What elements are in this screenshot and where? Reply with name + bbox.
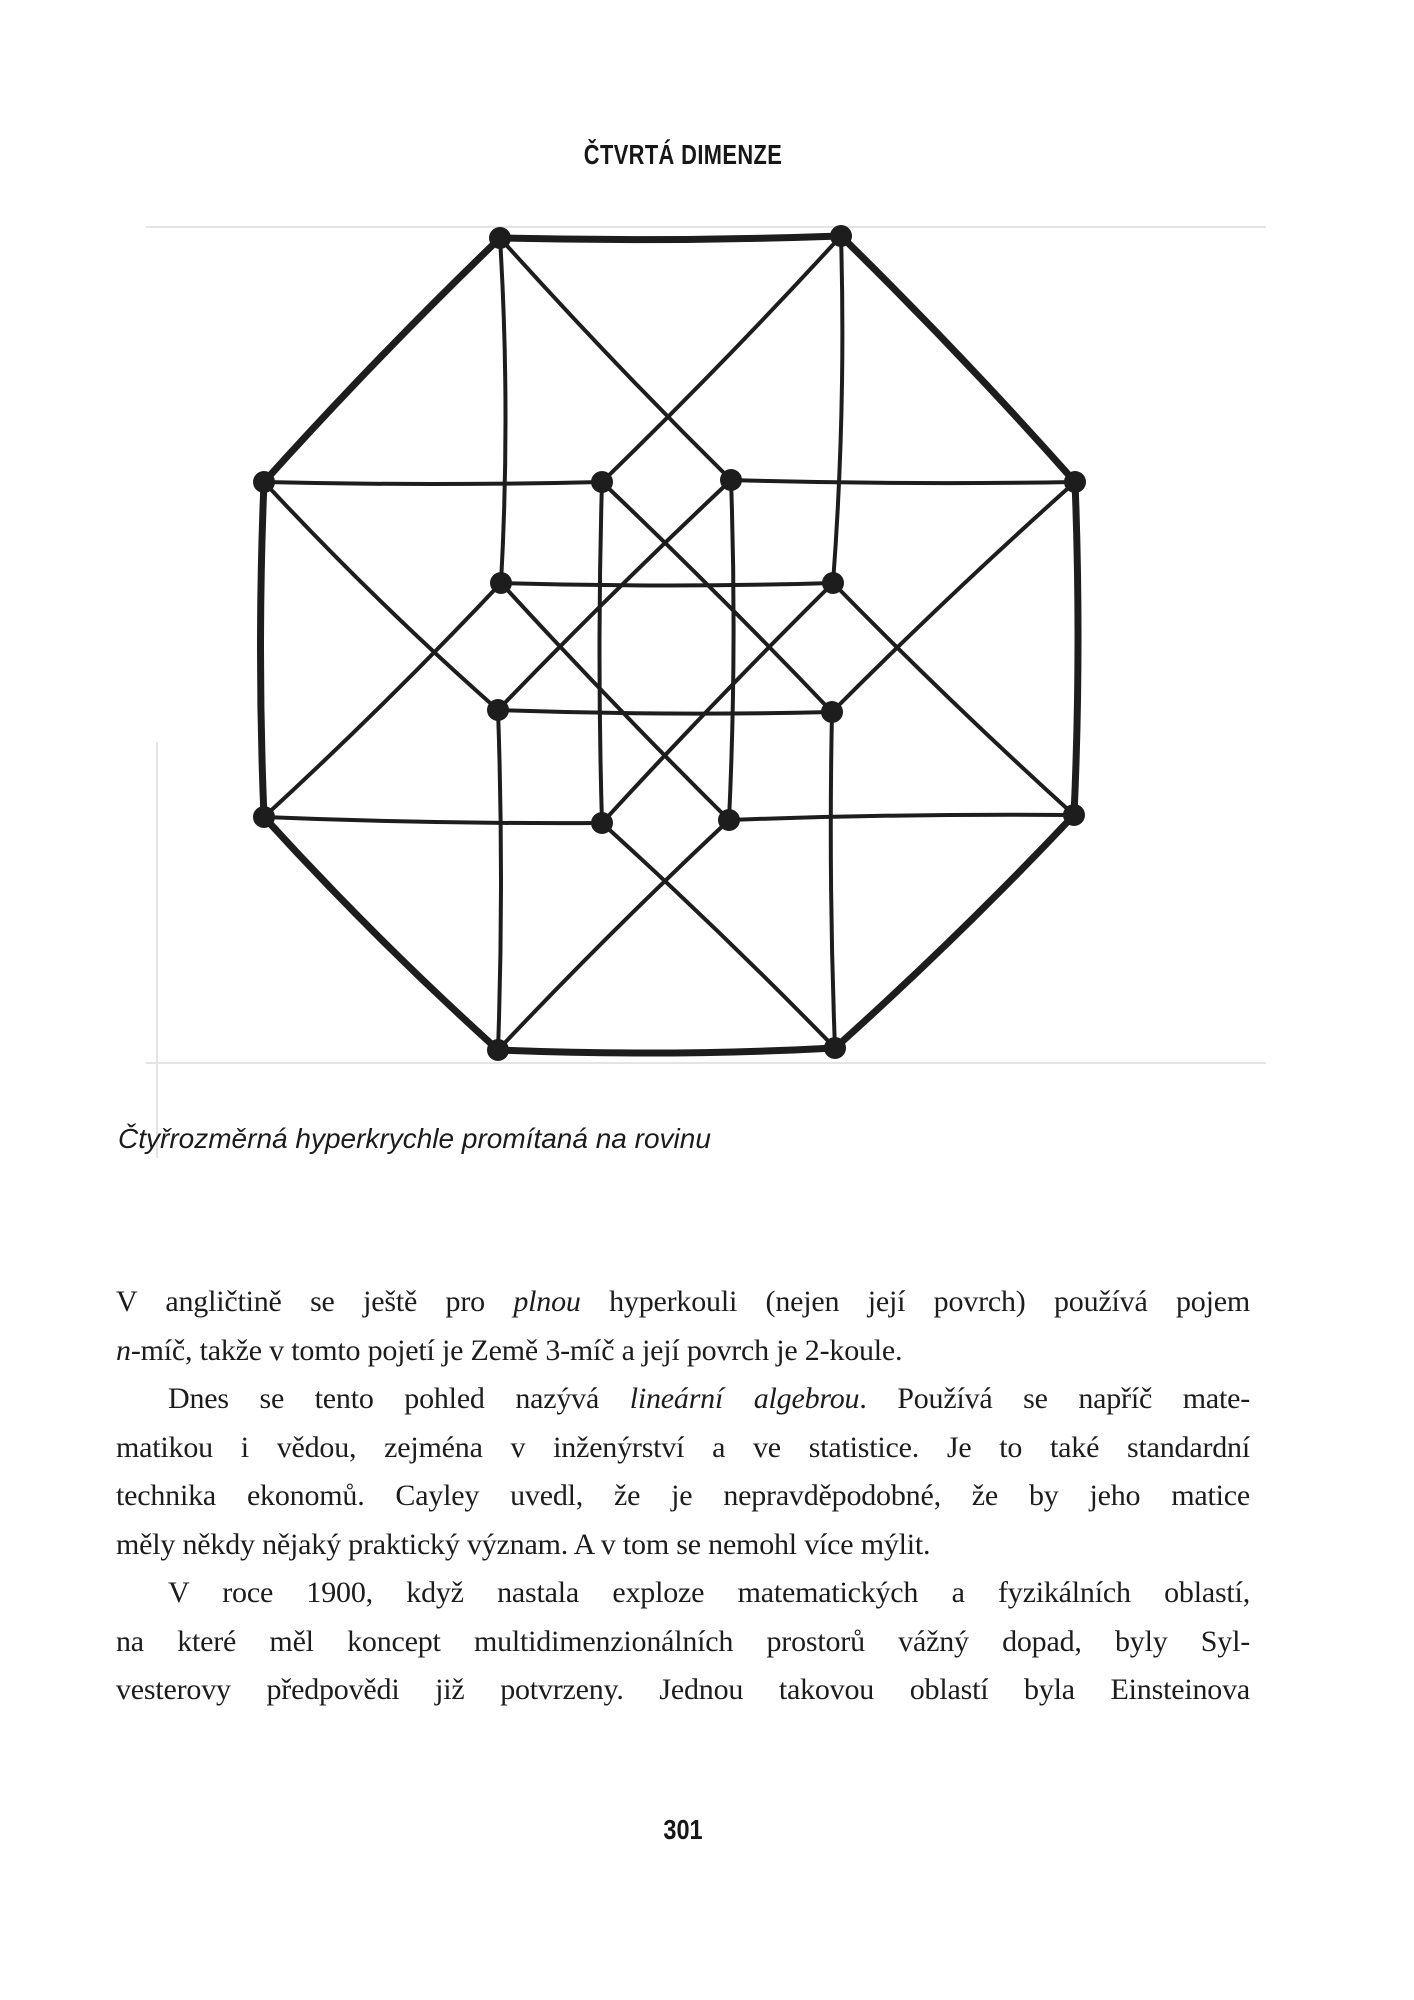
- graph-node: [821, 701, 843, 723]
- body-segment: matikou i vědou, zejména v inženýrství a ve statistice. Je to také standardní: [116, 1430, 1250, 1464]
- body-line: [116, 1618, 1250, 1667]
- body-line: [116, 1569, 1250, 1618]
- graph-edge: [500, 238, 506, 583]
- graph-node: [253, 806, 275, 828]
- graph-edge: [264, 817, 602, 823]
- body-segment: Dnes se tento pohled nazývá: [168, 1382, 630, 1415]
- graph-node: [487, 1039, 509, 1061]
- body-segment: . Používá se napříč mate-: [859, 1382, 1250, 1415]
- graph-edge: [498, 820, 729, 1050]
- graph-edge: [501, 583, 833, 586]
- graph-edge: [602, 482, 832, 712]
- graph-edge: [602, 236, 841, 482]
- graph-node: [718, 809, 740, 831]
- graph-node: [830, 225, 852, 247]
- graph-edge: [729, 815, 1074, 820]
- graph-edge: [835, 815, 1074, 1048]
- body-segment: na které měl koncept multidimenzionálních prostorů vážný dopad, byly Syl-: [116, 1624, 1250, 1658]
- graph-edge: [1074, 482, 1078, 815]
- graph-edge: [602, 583, 833, 823]
- body-line: [116, 1521, 1250, 1570]
- graph-edge: [264, 817, 498, 1050]
- graph-edge: [729, 480, 734, 820]
- body-emphasis: n: [116, 1333, 131, 1367]
- body-segment: hyperkouli (nejen její povrch) používá pojem: [580, 1285, 1250, 1318]
- graph-node: [1064, 471, 1086, 493]
- body-line: [116, 1278, 1250, 1327]
- graph-edge: [264, 482, 602, 484]
- graph-edge: [264, 583, 501, 817]
- graph-node: [591, 471, 613, 493]
- body-segment: technika ekonomů. Cayley uvedl, že je nepravděpodobné, že by jeho matice: [116, 1479, 1250, 1512]
- figure-caption: Čtyřrozměrná hyperkrychle promítaná na rovinu: [118, 1123, 711, 1154]
- body-emphasis: plnou: [513, 1285, 581, 1318]
- chapter-header: ČTVRTÁ DIMENZE: [583, 139, 783, 170]
- graph-edge: [841, 236, 1075, 482]
- graph-edge: [833, 236, 842, 583]
- graph-edge: [261, 482, 265, 817]
- body-segment: měly někdy nějaký praktický význam. A v tom se nemohl více mýlit.: [116, 1527, 931, 1561]
- graph-edge: [498, 710, 832, 714]
- graph-edge: [498, 710, 501, 1050]
- graph-node: [490, 572, 512, 594]
- graph-edge: [832, 482, 1075, 712]
- graph-edge: [498, 480, 731, 710]
- body-segment: -míč, takže v tomto pojetí je Země 3-míč a její povrch je 2-koule.: [130, 1333, 903, 1367]
- graph-edge: [731, 480, 1075, 483]
- graph-edge: [600, 482, 603, 823]
- graph-edge: [264, 238, 500, 482]
- graph-node: [591, 812, 613, 834]
- graph-edge: [500, 236, 841, 240]
- body-line: [116, 1666, 1250, 1715]
- graph-node: [1063, 804, 1085, 826]
- graph-edge: [831, 712, 835, 1048]
- body-emphasis: lineární algebrou: [629, 1382, 860, 1415]
- graph-edge: [501, 583, 729, 820]
- graph-edge: [602, 823, 835, 1048]
- body-line: [116, 1424, 1250, 1473]
- graph-node: [720, 469, 742, 491]
- graph-node: [489, 227, 511, 249]
- graph-node: [253, 471, 275, 493]
- graph-node: [487, 699, 509, 721]
- graph-node: [824, 1037, 846, 1059]
- body-segment: V angličtině se ještě pro: [116, 1285, 514, 1318]
- body-line: [116, 1472, 1250, 1521]
- body-segment: vesterovy předpovědi již potvrzeny. Jednou takovou oblastí byla Einsteinova: [116, 1673, 1250, 1706]
- body-line: [116, 1375, 1250, 1424]
- body-text: [116, 1278, 1250, 1715]
- body-line: [116, 1327, 1250, 1376]
- body-segment: V roce 1900, když nastala exploze matematických a fyzikálních oblastí,: [168, 1576, 1250, 1609]
- page-number: 301: [663, 1814, 703, 1845]
- graph-edge: [500, 238, 731, 480]
- graph-node: [822, 572, 844, 594]
- graph-edge: [264, 482, 498, 710]
- graph-edge: [833, 583, 1074, 815]
- graph-edge: [498, 1048, 835, 1053]
